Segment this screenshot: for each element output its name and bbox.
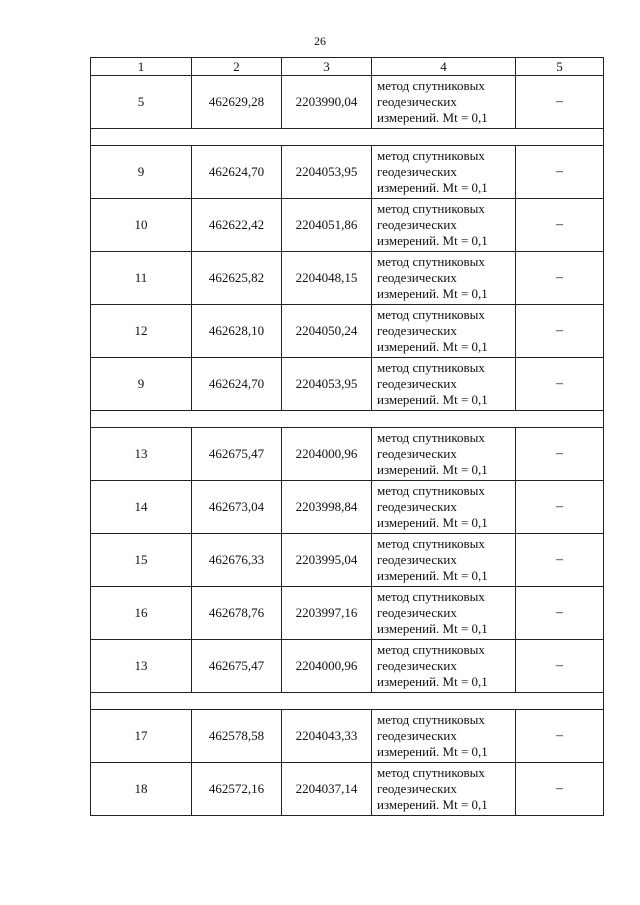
table-separator-row [91,411,604,428]
table-row [91,76,604,129]
x-coordinate-cell: 462678,76 [192,587,282,640]
table-row [91,640,604,693]
column-header-3: 3 [282,58,372,76]
y-coordinate-cell: 2204000,96 [282,428,372,481]
method-cell [372,763,516,816]
method-line: геодезических [377,446,457,461]
table-row [91,358,604,411]
method-line: метод спутниковых [377,148,485,163]
table-row [91,146,604,199]
method-line: метод спутниковых [377,78,485,93]
method-line: измерений. Mt = 0,1 [377,797,488,812]
method-line: измерений. Mt = 0,1 [377,568,488,583]
point-number-cell: 13 [91,640,192,693]
note-cell: – [516,305,604,358]
x-coordinate-cell: 462572,16 [192,763,282,816]
method-cell [372,710,516,763]
method-line: измерений. Mt = 0,1 [377,621,488,636]
table-row [91,252,604,305]
x-coordinate-cell: 462675,47 [192,640,282,693]
note-cell: – [516,710,604,763]
x-coordinate-cell: 462578,58 [192,710,282,763]
method-line: геодезических [377,164,457,179]
page-number: 26 [314,34,326,48]
point-number-cell: 16 [91,587,192,640]
point-number-cell: 9 [91,146,192,199]
y-coordinate-cell: 2203997,16 [282,587,372,640]
y-coordinate-cell: 2204000,96 [282,640,372,693]
separator-cell [91,693,604,710]
method-cell [372,252,516,305]
method-line: геодезических [377,376,457,391]
point-number-cell: 11 [91,252,192,305]
method-cell [372,199,516,252]
note-cell: – [516,199,604,252]
point-number-cell: 15 [91,534,192,587]
note-cell: – [516,640,604,693]
table-row [91,710,604,763]
method-cell [372,481,516,534]
method-line: геодезических [377,552,457,567]
method-line: метод спутниковых [377,642,485,657]
table-row [91,428,604,481]
point-number-cell: 14 [91,481,192,534]
method-cell [372,428,516,481]
method-line: метод спутниковых [377,360,485,375]
method-cell [372,358,516,411]
y-coordinate-cell: 2204053,95 [282,146,372,199]
column-header-1: 1 [91,58,192,76]
method-cell [372,534,516,587]
method-line: геодезических [377,323,457,338]
y-coordinate-cell: 2204051,86 [282,199,372,252]
coordinates-table [90,57,604,816]
x-coordinate-cell: 462673,04 [192,481,282,534]
y-coordinate-cell: 2203990,04 [282,76,372,129]
point-number-cell: 9 [91,358,192,411]
table-row [91,305,604,358]
table-row [91,481,604,534]
method-line: измерений. Mt = 0,1 [377,515,488,530]
method-line: геодезических [377,728,457,743]
note-cell: – [516,428,604,481]
method-line: измерений. Mt = 0,1 [377,744,488,759]
method-cell [372,76,516,129]
x-coordinate-cell: 462624,70 [192,146,282,199]
point-number-cell: 5 [91,76,192,129]
point-number-cell: 10 [91,199,192,252]
method-line: геодезических [377,499,457,514]
x-coordinate-cell: 462676,33 [192,534,282,587]
method-line: геодезических [377,270,457,285]
method-line: измерений. Mt = 0,1 [377,462,488,477]
table-body [91,76,604,816]
point-number-cell: 13 [91,428,192,481]
table-header-row [91,58,604,76]
note-cell: – [516,534,604,587]
method-line: измерений. Mt = 0,1 [377,674,488,689]
method-line: метод спутниковых [377,483,485,498]
method-line: метод спутниковых [377,254,485,269]
table-row [91,587,604,640]
point-number-cell: 18 [91,763,192,816]
note-cell: – [516,358,604,411]
y-coordinate-cell: 2203998,84 [282,481,372,534]
method-line: метод спутниковых [377,307,485,322]
note-cell: – [516,763,604,816]
method-line: измерений. Mt = 0,1 [377,180,488,195]
method-line: измерений. Mt = 0,1 [377,392,488,407]
method-line: измерений. Mt = 0,1 [377,110,488,125]
y-coordinate-cell: 2204048,15 [282,252,372,305]
y-coordinate-cell: 2204053,95 [282,358,372,411]
method-cell [372,587,516,640]
method-line: геодезических [377,658,457,673]
table-row [91,199,604,252]
x-coordinate-cell: 462624,70 [192,358,282,411]
note-cell: – [516,76,604,129]
x-coordinate-cell: 462625,82 [192,252,282,305]
x-coordinate-cell: 462628,10 [192,305,282,358]
separator-cell [91,129,604,146]
separator-cell [91,411,604,428]
note-cell: – [516,252,604,305]
method-line: измерений. Mt = 0,1 [377,233,488,248]
method-line: геодезических [377,781,457,796]
method-cell [372,305,516,358]
method-line: метод спутниковых [377,430,485,445]
note-cell: – [516,587,604,640]
column-header-5: 5 [516,58,604,76]
method-line: измерений. Mt = 0,1 [377,286,488,301]
method-line: метод спутниковых [377,712,485,727]
x-coordinate-cell: 462675,47 [192,428,282,481]
note-cell: – [516,481,604,534]
table-row [91,763,604,816]
y-coordinate-cell: 2204037,14 [282,763,372,816]
method-line: геодезических [377,94,457,109]
table-separator-row [91,129,604,146]
note-cell: – [516,146,604,199]
method-line: метод спутниковых [377,201,485,216]
x-coordinate-cell: 462629,28 [192,76,282,129]
method-line: метод спутниковых [377,765,485,780]
method-cell [372,640,516,693]
table-row [91,534,604,587]
y-coordinate-cell: 2204050,24 [282,305,372,358]
method-cell [372,146,516,199]
y-coordinate-cell: 2204043,33 [282,710,372,763]
method-line: метод спутниковых [377,589,485,604]
method-line: измерений. Mt = 0,1 [377,339,488,354]
column-header-2: 2 [192,58,282,76]
method-line: геодезических [377,605,457,620]
y-coordinate-cell: 2203995,04 [282,534,372,587]
column-header-4: 4 [372,58,516,76]
method-line: метод спутниковых [377,536,485,551]
x-coordinate-cell: 462622,42 [192,199,282,252]
point-number-cell: 12 [91,305,192,358]
table-separator-row [91,693,604,710]
point-number-cell: 17 [91,710,192,763]
method-line: геодезических [377,217,457,232]
